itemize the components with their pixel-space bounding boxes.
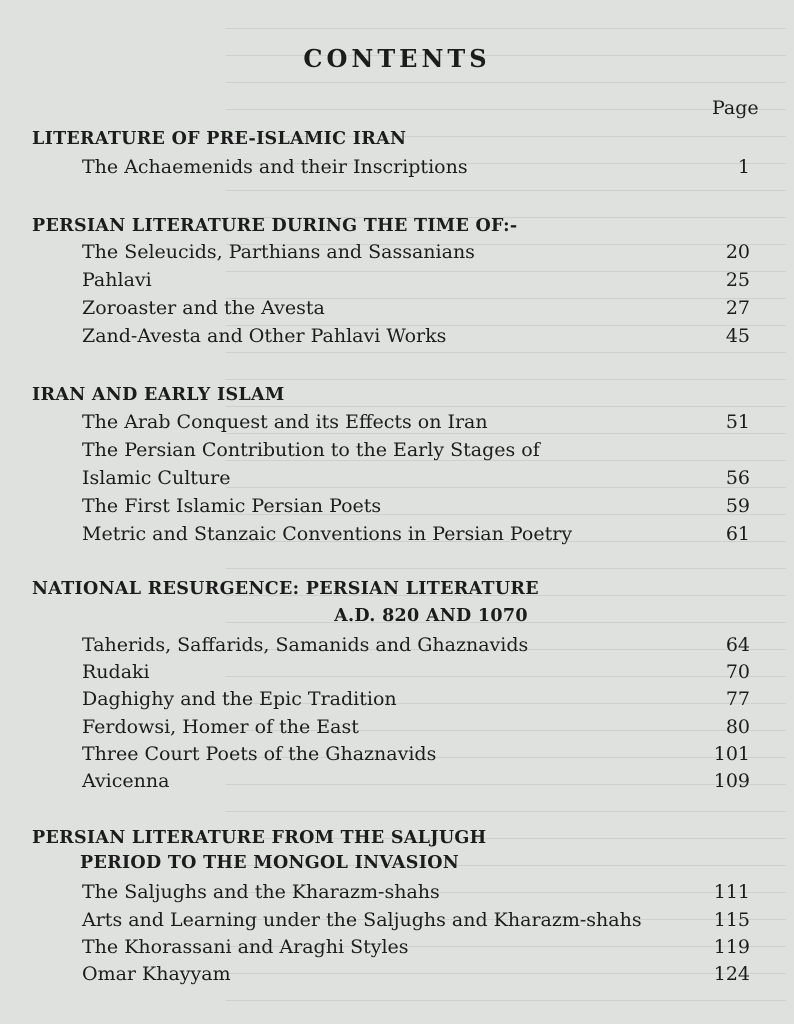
toc-entry [82, 661, 750, 683]
page-column-label: Page [712, 97, 759, 119]
entry-page: 115 [713, 909, 750, 931]
toc-entry [82, 297, 750, 319]
toc-entry [82, 467, 750, 489]
toc-entry [82, 881, 750, 903]
entry-title: Omar Khayyam [82, 963, 231, 985]
toc-entry [82, 523, 750, 545]
entry-title: Zoroaster and the Avesta [82, 297, 325, 319]
entry-title: Daghighy and the Epic Tradition [82, 688, 397, 710]
entry-page: 77 [725, 688, 750, 710]
entry-title: Three Court Poets of the Ghaznavids [82, 743, 437, 765]
entry-title: Zand-Avesta and Other Pahlavi Works [82, 325, 447, 347]
entry-page: 109 [713, 770, 750, 792]
entry-page: 27 [725, 297, 750, 319]
entry-title: Islamic Culture [82, 467, 231, 489]
entry-title: Pahlavi [82, 269, 152, 291]
entry-page: 59 [725, 495, 750, 517]
section-heading: NATIONAL RESURGENCE: PERSIAN LITERATURE [32, 579, 539, 599]
section-heading: PERSIAN LITERATURE DURING THE TIME OF:- [32, 216, 518, 236]
toc-entry [82, 716, 750, 738]
toc-entry [82, 634, 750, 656]
toc-entry [82, 411, 750, 433]
entry-page: 80 [725, 716, 750, 738]
entry-page: 111 [713, 881, 750, 903]
entry-page: 25 [725, 269, 750, 291]
toc-entry [82, 743, 750, 765]
toc-entry [82, 325, 750, 347]
entry-title: Arts and Learning under the Saljughs and Kharazm-shahs [82, 909, 642, 931]
entry-title: The Seleucids, Parthians and Sassanians [82, 241, 475, 263]
entry-page: 1 [737, 156, 750, 178]
toc-entry [82, 241, 750, 263]
entry-page: 119 [713, 936, 750, 958]
section-heading: PERSIAN LITERATURE FROM THE SALJUGH [32, 828, 487, 848]
entry-page: 56 [725, 467, 750, 489]
entry-title: Avicenna [82, 770, 170, 792]
entry-page: 101 [713, 743, 750, 765]
toc-entry [82, 156, 750, 178]
entry-title: The Saljughs and the Kharazm-shahs [82, 881, 440, 903]
entry-page: 70 [725, 661, 750, 683]
toc-entry [82, 495, 750, 517]
entry-title: Ferdowsi, Homer of the East [82, 716, 359, 738]
entry-page: 45 [725, 325, 750, 347]
entry-title: The Arab Conquest and its Effects on Iran [82, 411, 488, 433]
entry-page: 61 [725, 523, 750, 545]
toc-entry [82, 770, 750, 792]
entry-title: Rudaki [82, 661, 150, 683]
toc-entry [82, 936, 750, 958]
entry-page: 64 [725, 634, 750, 656]
entry-title: The First Islamic Persian Poets [82, 495, 382, 517]
toc-entry [82, 439, 750, 461]
entry-page: 51 [725, 411, 750, 433]
page-title: CONTENTS [303, 44, 491, 73]
toc-entry [82, 909, 750, 931]
section-heading: IRAN AND EARLY ISLAM [32, 385, 285, 405]
section-heading-continued: A.D. 820 AND 1070 [334, 606, 528, 626]
entry-title: Taherids, Saffarids, Samanids and Ghaznavids [82, 634, 529, 656]
section-heading: LITERATURE OF PRE-ISLAMIC IRAN [32, 129, 407, 149]
entry-title: Metric and Stanzaic Conventions in Persian Poetry [82, 523, 573, 545]
toc-entry [82, 688, 750, 710]
entry-title: The Khorassani and Araghi Styles [82, 936, 409, 958]
toc-entry [82, 963, 750, 985]
entry-page: 124 [713, 963, 750, 985]
section-heading-continued: PERIOD TO THE MONGOL INVASION [80, 853, 460, 873]
entry-page: 20 [725, 241, 750, 263]
entry-title: The Achaemenids and their Inscriptions [82, 156, 468, 178]
toc-entry [82, 269, 750, 291]
entry-title: The Persian Contribution to the Early Stages of [82, 439, 540, 461]
